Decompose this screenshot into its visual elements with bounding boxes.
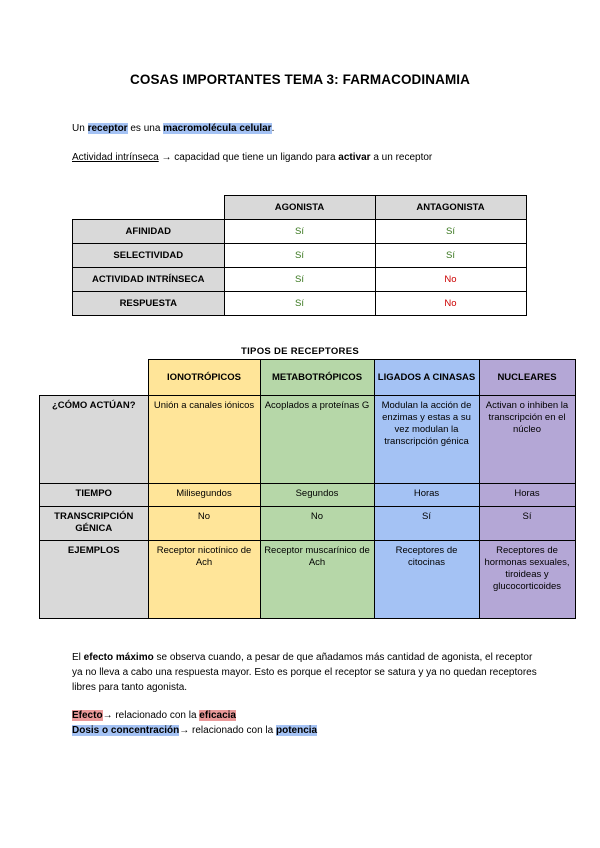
table-row: ¿CÓMO ACTÚAN? Unión a canales iónicos Acoplados a proteínas G Modulan la acción de enzimas y estas a su vez modulan la transcripción génica Activan o inhiben la transcripción en el núcleo [40,396,576,484]
row-label: AFINIDAD [73,220,225,244]
receptor-types-table [39,359,576,619]
header-antagonista: ANTAGONISTA [375,196,526,220]
header-agonista: AGONISTA [224,196,375,220]
row-label: TIEMPO [40,484,149,507]
dosis-line: Dosis o concentración→ relacionado con la potencia [72,725,318,736]
row-label: SELECTIVIDAD [73,244,225,268]
header-nucleares: NUCLEARES [479,360,575,396]
table-row: RESPUESTA Sí No [73,292,527,316]
header-metabotropicos: METABOTRÓPICOS [260,360,374,396]
efecto-line: Efecto→ relacionado con la eficacia [72,710,236,721]
eficacia-term: eficacia [199,710,236,721]
agonista-antagonista-table [72,195,527,316]
dosis-term: Dosis o concentración [72,725,180,736]
actividad-intrinseca-term: Actividad intrínseca [72,152,159,163]
potencia-term: potencia [275,725,318,736]
row-label: EJEMPLOS [40,541,149,619]
efecto-maximo-term: efecto máximo [83,652,154,663]
row-label: RESPUESTA [73,292,225,316]
table-row: TRANSCRIPCIÓN GÉNICA No No Sí Sí [40,507,576,541]
row-label: TRANSCRIPCIÓN GÉNICA [40,507,149,541]
table-row: SELECTIVIDAD Sí Sí [73,244,527,268]
table-row: AFINIDAD Sí Sí [73,220,527,244]
row-label: ACTIVIDAD INTRÍNSECA [73,268,225,292]
efecto-term: Efecto [72,710,103,721]
receptor-highlight: receptor [87,123,128,134]
table-row: EJEMPLOS Receptor nicotínico de Ach Receptor muscarínico de Ach Receptores de citocinas Receptores de hormonas sexuales, tiroideas y glucocorticoides [40,541,576,619]
row-label: ¿CÓMO ACTÚAN? [40,396,149,484]
macromolecula-highlight: macromolécula celular [163,123,272,134]
page-title: COSAS IMPORTANTES TEMA 3: FARMACODINAMIA [130,72,470,87]
table-row: ACTIVIDAD INTRÍNSECA Sí No [73,268,527,292]
table-row: TIEMPO Milisegundos Segundos Horas Horas [40,484,576,507]
header-ionotropicos: IONOTRÓPICOS [148,360,260,396]
receptor-definition: Un receptor es una macromolécula celular. [72,123,275,134]
header-cinasas: LIGADOS A CINASAS [374,360,479,396]
actividad-intrinseca-definition: Actividad intrínseca → capacidad que tiene un ligando para activar a un receptor [72,152,433,163]
receptor-types-caption: TIPOS DE RECEPTORES [241,346,359,357]
efecto-maximo-paragraph: El efecto máximo se observa cuando, a pesar de que añadamos más cantidad de agonista, el receptor ya no lleva a cabo una respuesta mayor. Esto es porque el receptor se satura y ya no quedan receptores libres para tanto agonista. [72,652,537,693]
